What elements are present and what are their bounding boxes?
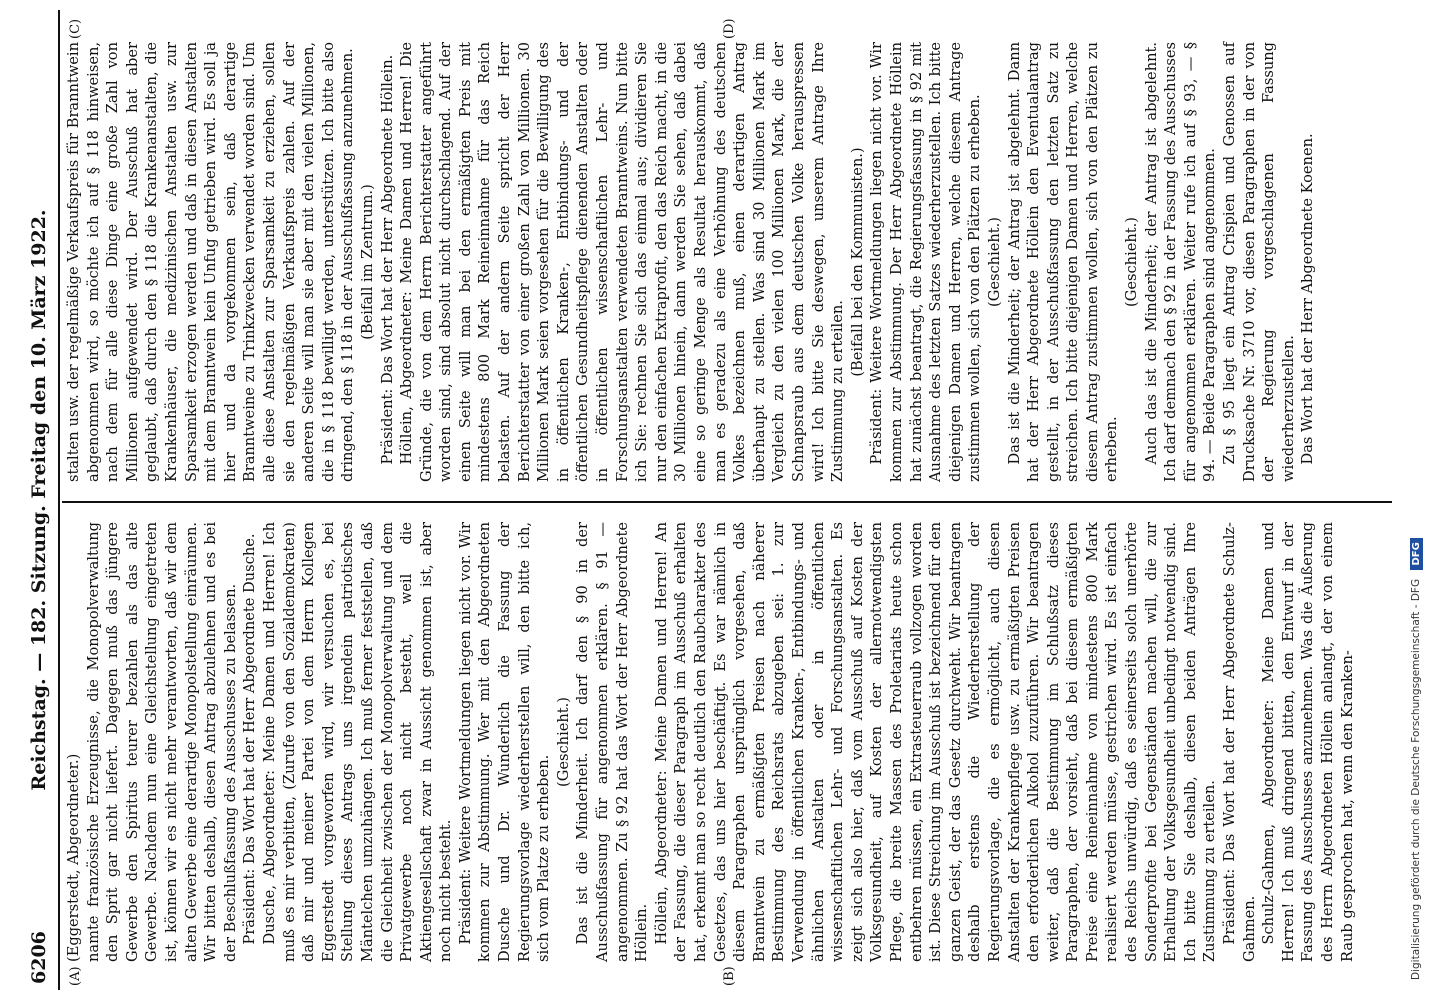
paragraph: Präsident: Das Wort hat der Herr Abgeordnete Höllein. <box>378 54 396 465</box>
dfg-logo: DFG <box>1410 538 1423 569</box>
paragraph: Präsident: Das Wort hat der Herr Abgeordnete Schulz-Gahmen. <box>1221 522 1258 962</box>
right-column <box>64 42 1318 482</box>
header-rule <box>58 10 60 990</box>
paragraph: Auch das ist die Minderheit; der Antrag ist abgelehnt. Ich darf demnach den § 92 in der Fassung des Ausschusses für angenommen erklären. Weiter rufe ich auf § 93, — § 94. — Beide Paragraphen sind angenommen. <box>1142 42 1219 482</box>
stage-direction: (Geschieht.) <box>1123 217 1141 307</box>
paragraph: Das ist die Minderheit. Ich darf den § 90 in der Ausschußfassung für angenommen erklären. § 91 — angenommen. Zu § 92 hat das Wort der Herr Abgeordnete Höllein. <box>574 522 651 962</box>
paragraph: Schulz-Gahmen, Abgeordneter: Meine Damen und Herren! Ich muß dringend bitten, den Entwurf in der Fassung des Ausschusses anzunehmen. Was die Äußerung des Herrn Abgeordneten Höllein anlangt, der von einem Raub gesprochen hat, wenn den Kranken- <box>1260 522 1356 962</box>
paragraph: Höllein, Abgeordneter: Meine Damen und Herren! An der Fassung, die dieser Paragraph im Ausschuß erhalten hat, erkennt man so recht deutlich den Raubcharakter des Gesetzes, das uns hier beschäftigt. Es war nämlich in diesem Paragraphen ursprünglich vorgesehen, daß Branntwein zu ermäßigten Preisen nach näherer Bestimmung des Reichsrats abzugeben sei: 1. zur Verwendung in öffentlichen Kranken-, Entbindungs- und ähnlichen Anstalten oder in öffentlichen wissenschaftlichen Lehr- und Forschungsanstalten. Es zeigt sich also hier, daß vom Ausschuß auf Kosten der Volksgesundheit, auf Kosten der allernotwendigsten Pflege, die breite Massen des Proletariats heute schon entbehren müssen, ein Extrasteuerraub vollzogen worden ist. Diese Streichung im Ausschuß ist bezeichnend für den ganzen Geist, der das Gesetz durchweht. Wir beantragen deshalb erstens die Wiederherstellung der Regierungsvorlage, die es ermöglicht, auch diesen Anstalten der Krankenpflege usw. zu ermäßigten Preisen den erforderlichen Alkohol zuzuführen. Wir beantragen weiter, daß die Bestimmung im Schlußsatz dieses Paragraphen, der vorsieht, daß bei diesem ermäßigten Preise eine Reineinnahme von mindestens 800 Mark realisiert werden müsse, gestrichen wird. Es ist einfach des Reichs unwürdig, daß es seinerseits solch unerhörte Sonderprofite bei Gegenständen machen will, die zur Erhaltung der Volksgesundheit unbedingt notwendig sind. Ich bitte Sie deshalb, diesen beiden Anträgen Ihre Zustimmung zu erteilen. <box>652 522 1219 962</box>
column-divider <box>62 501 1392 503</box>
paragraph: namte französische Erzeugnisse, die Monopolverwaltung den Sprit gar nicht liefert. Dagegen muß das jüngere Gewerbe den Spiritus teurer bezahlen als das alte Gewerbe. Nachdem nun eine Gleichstellung eingetreten ist, können wir es nicht mehr verantworten, daß wir dem alten Gewerbe eine derartige Monopolstellung einräumen. Wir bitten deshalb, diesen Antrag abzulehnen und es bei der Beschlußfassung des Ausschusses zu belassen. <box>84 522 239 962</box>
paragraph: Präsident: Das Wort hat der Herr Abgeordnete Dusche. <box>241 533 259 945</box>
paragraph: stalten usw. der regelmäßige Verkaufspreis für Branntwein abgenommen wird, so möchte ich auf § 118 hinweisen, nach dem für alle diese Dinge eine große Zahl von Millionen aufgewendet wird. Der Ausschuß hat aber geglaubt, daß durch den § 118 die Krankenanstalten, die Krankenhäuser, die medizinischen Anstalten usw. zur Sparsamkeit erzogen werden und daß in diesen Anstalten mit dem Branntwein kein Unfug getrieben wird. Es soll ja hier und da vorgekommen sein, daß derartige Branntweine zu Trinkzwecken verwendet worden sind. Um alle diese Anstalten zur Sparsamkeit zu erziehen, sollen sie den regelmäßigen Verkaufspreis zahlen. Auf der anderen Seite will man sie aber mit den vielen Millionen, die in § 118 bewilligt werden, unterstützen. Ich bitte also dringend, den § 118 in der Ausschußfassung anzunehmen. <box>65 42 357 482</box>
margin-marker-b: (B) <box>722 966 737 986</box>
margin-marker-c: (C) <box>68 18 83 39</box>
credit-text: Digitalisierung gefördert durch die Deutsche Forschungsgemeinschaft - DFG <box>1410 578 1422 980</box>
paragraph: Dusche, Abgeordneter: Meine Damen und Herren! Ich muß es mir verbitten, (Zurufe von den Sozialdemokraten) daß mir und meiner Partei von dem Herrn Kollegen Eggerstedt vorgeworfen wird, wir versuchen es, bei Stellung dieses Antrags uns irgendein patriotisches Mäntelchen umzuhängen. Ich muß ferner feststellen, daß die Gleichheit zwischen der Monopolverwaltung und dem Privatgewerbe noch nicht besteht, weil die Aktiengesellschaft zwar in Aussicht genommen ist, aber noch nicht besteht. <box>260 522 455 962</box>
stage-direction: (Geschieht.) <box>554 697 572 787</box>
paragraph: Das ist die Minderheit; der Antrag ist abgelehnt. Dann hat der Herr Abgeordnete Höllein den Eventualantrag gestellt, in der Ausschußfassung den letzten Satz zu streichen. Ich bitte diejenigen Damen und Herren, welche diesem Antrag zustimmen wollen, sich von den Plätzen zu erheben. <box>1005 42 1121 482</box>
page-header <box>28 10 58 990</box>
stage-direction: (Beifall im Zentrum.) <box>358 184 376 340</box>
stage-direction: (Geschieht.) <box>985 217 1003 307</box>
paragraph: Zu § 95 liegt ein Antrag Crispien und Genossen auf Drucksache Nr. 3710 vor, diesen Paragraphen in der von der Regierung vorgeschlagenen Fassung wiederherzustellen. <box>1221 42 1297 482</box>
paragraph: Das Wort hat der Herr Abgeordnete Koenen. <box>1299 133 1317 465</box>
rotated-page <box>22 10 1402 990</box>
page-title: Reichstag. — 182. Sitzung. Freitag den 10. März 1922. <box>28 209 50 791</box>
speaker-tag: (Eggerstedt, Abgeordneter.) <box>65 753 82 962</box>
digitization-credit <box>1410 0 1430 980</box>
margin-marker-a: (A) <box>68 966 83 986</box>
paragraph: Präsident: Weitere Wortmeldungen liegen nicht vor. Wir kommen zur Abstimmung. Der Herr Abgeordnete Höllein hat zunächst beantragt, die Regierungsfassung in § 92 mit Ausnahme des letzten Satzes wiederherzustellen. Ich bitte diejenigen Damen und Herren, welche diesem Antrage zustimmen wollen, sich von den Plätzen zu erheben. <box>868 42 984 482</box>
page-number: 6206 <box>28 931 50 984</box>
stage-direction: (Beifall bei den Kommunisten.) <box>848 147 866 377</box>
left-column <box>64 522 1357 962</box>
margin-marker-d: (D) <box>722 18 737 39</box>
paragraph: Präsident: Weitere Wortmeldungen liegen nicht vor. Wir kommen zur Abstimmung. Wer mit den Abgeordneten Dusche und Dr. Wunderlich die Fassung der Regierungsvorlage wiederherstellen will, den bitte ich, sich vom Platze zu erheben. <box>456 522 553 962</box>
paragraph: Höllein, Abgeordneter: Meine Damen und Herren! Die Gründe, die von dem Herrn Berichterstatter angeführt worden sind, sind absolut nicht durchschlagend. Auf der einen Seite will man bei den ermäßigten Preis mit mindestens 800 Mark Reineinnahme für das Reich belasten. Auf der andern Seite spricht der Herr Berichterstatter von einer großen Zahl von Millionen. 30 Millionen Mark seien vorgesehen für die Bewilligung des in öffentlichen Kranken-, Entbindungs- und der öffentlichen Gesundheitspflege dienenden Anstalten oder in öffentlichen wissenschaftlichen Lehr- und Forschungsanstalten verwendeten Branntweins. Nun bitte ich Sie: rechnen Sie sich das einmal aus; dividieren Sie nur den einfachen Extraprofit, den das Reich macht, in die 30 Millionen hinein, dann werden Sie sehen, daß dabei eine so geringe Menge als Resultat herauskommt, daß man es geradezu als eine Verhöhnung des deutschen Volkes bezeichnen muß, einen derartigen Antrag überhaupt zu stellen. Was sind 30 Millionen Mark im Vergleich zu den vielen 100 Millionen Mark, die der Schnapsraub aus dem deutschen Volke herauspressen wird! Ich bitte Sie deswegen, unserem Antrage Ihre Zustimmung zu erteilen. <box>398 42 847 482</box>
